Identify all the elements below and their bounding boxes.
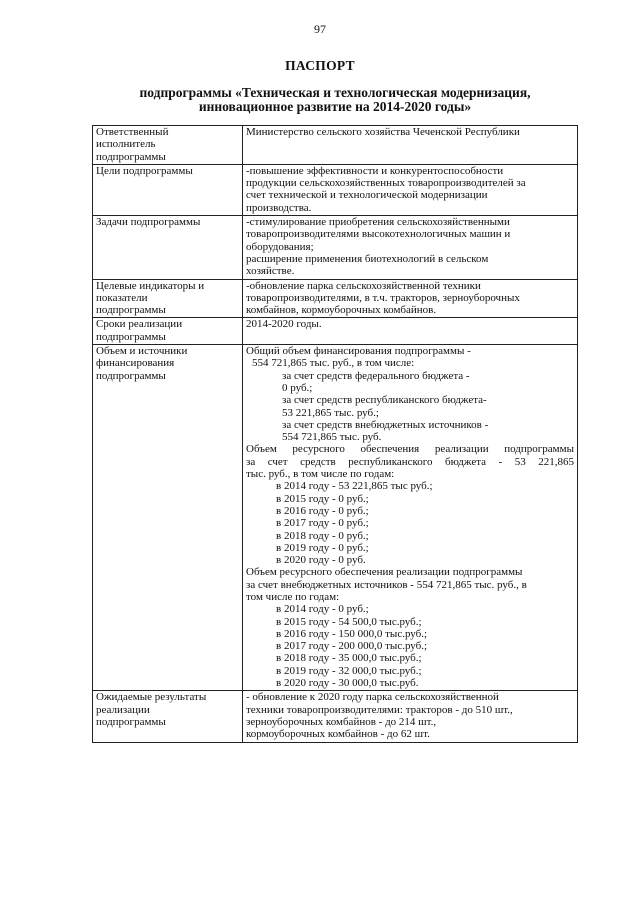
funding-total-line: Общий объем финансирования подпрограммы -	[246, 345, 471, 358]
label-line: подпрограммы	[96, 150, 166, 163]
label-line: подпрограммы	[96, 330, 166, 343]
funding-source-line: за счет средств республиканского бюджета-	[282, 394, 487, 407]
label-line: Цели подпрограммы	[96, 164, 193, 177]
funding-source-line: за счет средств внебюджетных источников -	[282, 418, 489, 431]
row-content	[243, 126, 578, 165]
funding-source-line: 554 721,865 тыс. руб.	[282, 431, 382, 444]
funding-total-line: 554 721,865 тыс. руб., в том числе:	[252, 357, 415, 370]
funding-republic-line: за счет средств республиканского бюджета - 53 221,865	[246, 455, 574, 468]
funding-year-line: в 2014 году - 53 221,865 тыс руб.;	[276, 480, 433, 493]
content-line: техники товаропроизводителями: тракторов - до 510 шт.,	[246, 703, 513, 716]
content-line: комбайнов, кормоуборочных комбайнов.	[246, 304, 437, 317]
content-line: оборудования;	[246, 240, 314, 253]
funding-year-line: в 2018 году - 0 руб.;	[276, 529, 369, 542]
content-line: продукции сельскохозяйственных товаропроизводителей за	[246, 177, 526, 190]
row-label	[93, 279, 243, 318]
content-line: 2014-2020 годы.	[246, 318, 322, 331]
row-label	[93, 345, 243, 691]
document-title: ПАСПОРТ	[285, 58, 355, 73]
content-line: Министерство сельского хозяйства Чеченской Республики	[246, 126, 520, 138]
funding-year-line: в 2020 году - 30 000,0 тыс.руб.	[276, 677, 419, 690]
label-line: Ответственный	[96, 126, 169, 138]
content-line: -обновление парка сельскохозяйственной техники	[246, 279, 481, 292]
label-line: Целевые индикаторы и	[96, 279, 205, 292]
table-row-tasks	[93, 216, 578, 279]
label-line: Сроки реализации	[96, 318, 183, 331]
funding-year-line: в 2020 году - 0 руб.	[276, 554, 366, 567]
label-line: Объем и источники	[96, 345, 188, 358]
row-content	[243, 216, 578, 279]
table-row-funding	[93, 345, 578, 691]
label-line: реализации	[96, 703, 150, 716]
row-content	[243, 691, 578, 742]
funding-source-line: 0 руб.;	[282, 381, 313, 394]
content-line: расширение применения биотехнологий в сельском	[246, 252, 489, 265]
row-content	[243, 164, 578, 215]
funding-year-line: в 2019 году - 32 000,0 тыс.руб.;	[276, 664, 422, 677]
funding-year-line: в 2014 году - 0 руб.;	[276, 603, 369, 616]
row-content	[243, 318, 578, 345]
document-subtitle	[100, 86, 570, 114]
funding-republic-line: Объем ресурсного обеспечения реализации подпрограммы	[246, 443, 574, 456]
funding-year-line: в 2015 году - 0 руб.;	[276, 492, 369, 505]
funding-source-line: 53 221,865 тыс. руб.;	[282, 406, 379, 419]
content-line: -стимулирование приобретения сельскохозяйственными	[246, 216, 510, 229]
row-label	[93, 318, 243, 345]
label-line: финансирования	[96, 357, 175, 370]
row-label	[93, 216, 243, 279]
content-line: хозяйстве.	[246, 265, 295, 278]
table-row-indicators	[93, 279, 578, 318]
content-line: товаропроизводителями, в т.ч. тракторов, зерноуборочных	[246, 291, 520, 304]
funding-year-line: в 2017 году - 200 000,0 тыс.руб.;	[276, 640, 428, 653]
funding-republic-line: тыс. руб., в том числе по годам:	[246, 468, 395, 481]
content-line: счет технической и технологической модернизации	[246, 189, 488, 202]
funding-source-line: за счет средств федерального бюджета -	[282, 369, 470, 382]
content-line: производства.	[246, 201, 312, 214]
table-row-results	[93, 691, 578, 742]
passport-table	[92, 125, 578, 743]
subtitle-line: подпрограммы «Техническая и технологическая модернизация,	[139, 85, 531, 100]
row-label	[93, 164, 243, 215]
row-label	[93, 691, 243, 742]
content-line: зерноуборочных комбайнов - до 214 шт.,	[246, 715, 437, 728]
funding-extra-line: Объем ресурсного обеспечения реализации подпрограммы	[246, 566, 523, 579]
funding-extra-line: за счет внебюджетных источников - 554 721,865 тыс. руб., в	[246, 578, 527, 591]
funding-year-line: в 2019 году - 0 руб.;	[276, 541, 369, 554]
content-line: товаропроизводителями высокотехнологичных машин и	[246, 228, 511, 241]
label-line: исполнитель	[96, 138, 156, 151]
label-line: Ожидаемые результаты	[96, 691, 207, 704]
row-content	[243, 279, 578, 318]
content-line: кормоуборочных комбайнов - до 62 шт.	[246, 728, 430, 741]
table-row-goals	[93, 164, 578, 215]
subtitle-line: инновационное развитие на 2014-2020 годы»	[198, 99, 472, 114]
funding-year-line: в 2015 году - 54 500,0 тыс.руб.;	[276, 615, 422, 628]
label-line: подпрограммы	[96, 369, 166, 382]
label-line: подпрограммы	[96, 304, 166, 317]
page-number: 97	[314, 22, 326, 36]
content-line: - обновление к 2020 году парка сельскохозяйственной	[246, 691, 499, 704]
content-line: -повышение эффективности и конкурентоспособности	[246, 164, 504, 177]
label-line: подпрограммы	[96, 715, 166, 728]
funding-year-line: в 2016 году - 150 000,0 тыс.руб.;	[276, 627, 428, 640]
label-line: показатели	[96, 291, 148, 304]
funding-year-line: в 2018 году - 35 000,0 тыс.руб.;	[276, 652, 422, 665]
table-row-responsible	[93, 126, 578, 165]
row-content	[243, 345, 578, 691]
funding-year-line: в 2017 году - 0 руб.;	[276, 517, 369, 530]
label-line: Задачи подпрограммы	[96, 216, 201, 229]
funding-extra-line: том числе по годам:	[246, 590, 340, 603]
table-row-timeline	[93, 318, 578, 345]
funding-year-line: в 2016 году - 0 руб.;	[276, 504, 369, 517]
row-label	[93, 126, 243, 165]
